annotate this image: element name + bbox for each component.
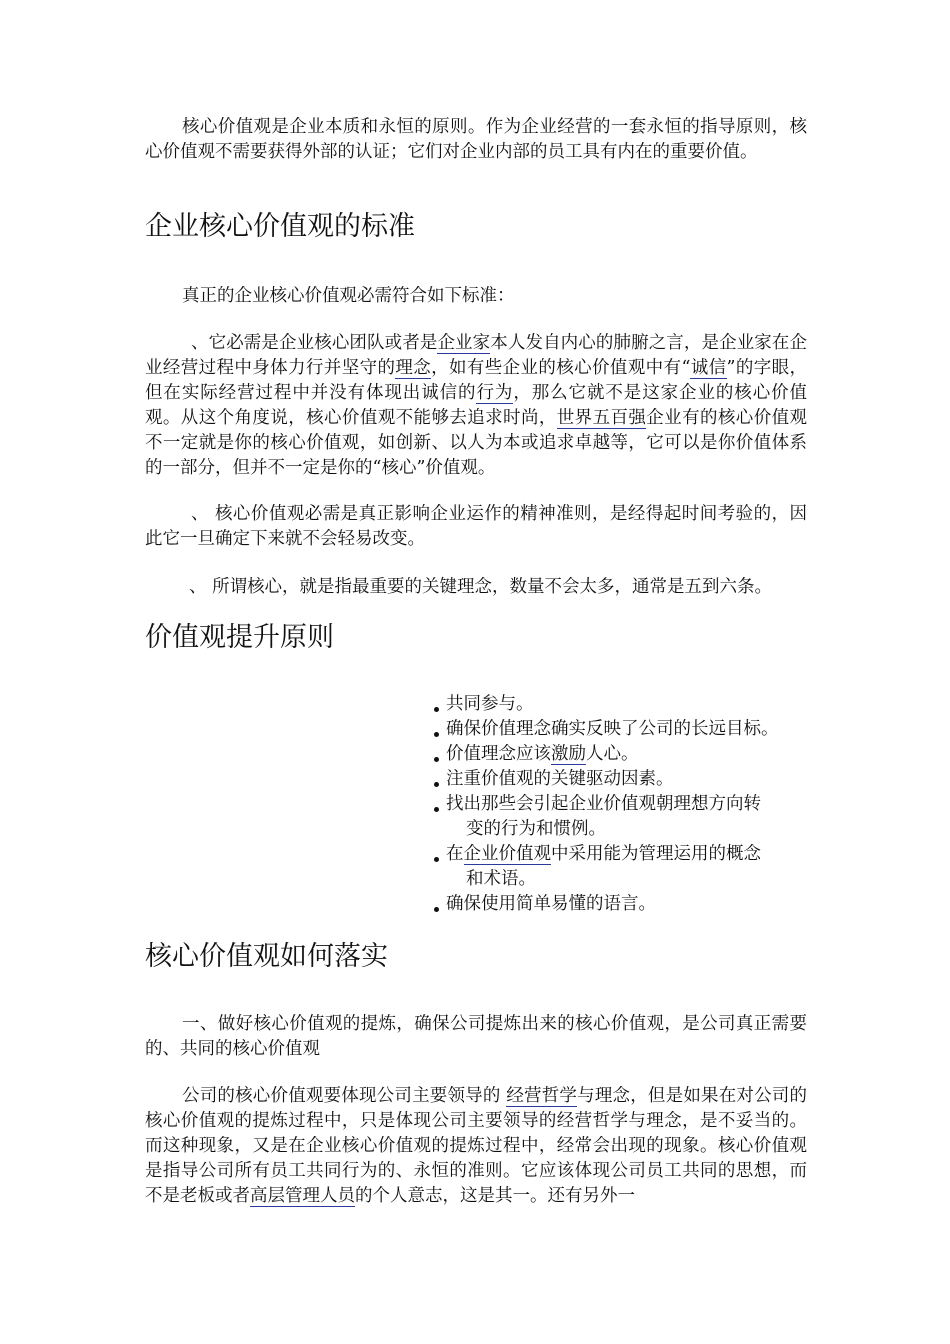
link-motivate[interactable]: 激励 bbox=[551, 744, 586, 764]
link-senior-management[interactable]: 高层管理人员 bbox=[250, 1186, 355, 1206]
intro-paragraph: 核心价值观是企业本质和永恒的原则。作为企业经营的一套永恒的指导原则，核心价值观不需要获得外部的认证；它们对企业内部的员工具有内在的重要价值。 bbox=[145, 117, 807, 162]
bullet-icon bbox=[434, 907, 439, 912]
principles-list bbox=[430, 692, 810, 917]
section-heading-implementation: 核心价值观如何落实 bbox=[145, 941, 388, 972]
bullet-icon bbox=[434, 857, 439, 862]
section-heading-principles: 价值观提升原则 bbox=[145, 622, 334, 653]
link-integrity[interactable]: 诚信 bbox=[690, 358, 727, 378]
list-item: 价值理念应该激励人心。 bbox=[430, 742, 810, 767]
bullet-icon bbox=[434, 807, 439, 812]
link-business-philosophy[interactable]: 经营哲学 bbox=[506, 1086, 578, 1106]
bullet-icon bbox=[434, 732, 439, 737]
bullet-icon bbox=[434, 707, 439, 712]
implementation-body: 公司的核心价值观要体现公司主要领导的 经营哲学与理念，但是如果在对公司的核心价值观的提炼过程中，只是体现公司主要领导的经营哲学与理念，是不妥当的。而这种现象，又是在企业核心价值观的提炼过程中，经常会出现的现象。核心价值观是指导公司所有员工共同行为的、永恒的准则。它应该体现公司员工共同的思想，而不是老板或者高层管理人员的个人意志，这是其一。还有另外一 bbox=[145, 1086, 808, 1206]
list-item: 确保价值理念确实反映了公司的长远目标。 bbox=[430, 717, 810, 742]
link-entrepreneur[interactable]: 企业家 bbox=[437, 333, 491, 353]
bullet-icon bbox=[434, 757, 439, 762]
link-fortune-500[interactable]: 世界五百强 bbox=[556, 408, 647, 428]
bullet-icon bbox=[434, 782, 439, 787]
standard-item-2: 、 核心价值观必需是真正影响企业运作的精神准则，是经得起时间考验的，因此它一旦确定下来就不会轻易改变。 bbox=[145, 504, 807, 549]
link-enterprise-values[interactable]: 企业价值观 bbox=[463, 844, 551, 864]
implementation-step-1: 一、做好核心价值观的提炼，确保公司提炼出来的核心价值观，是公司真正需要的、共同的核心价值观 bbox=[145, 1014, 807, 1059]
standard-item-1: 、它必需是企业核心团队或者是企业家本人发自内心的肺腑之言，是企业家在企业经营过程中身体力行并坚守的理念，如有些企业的核心价值观中有“诚信”的字眼，但在实际经营过程中并没有体现出诚信的行为，那么它就不是这家企业的核心价值观。从这个角度说，核心价值观不能够去追求时尚，世界五百强企业有的核心价值观不一定就是你的核心价值观，如创新、以人为本或追求卓越等，它可以是你价值体系的一部分，但并不一定是你的“核心”价值观。 bbox=[145, 333, 808, 478]
list-item: 注重价值观的关键驱动因素。 bbox=[430, 767, 810, 792]
link-behavior[interactable]: 行为 bbox=[476, 383, 514, 403]
list-item: 在企业价值观中采用能为管理运用的概念 和术语。 bbox=[430, 842, 810, 892]
list-item: 确保使用简单易懂的语言。 bbox=[430, 892, 810, 917]
list-item: 共同参与。 bbox=[430, 692, 810, 717]
section-heading-standards: 企业核心价值观的标准 bbox=[145, 211, 415, 242]
standard-item-3: 、 所谓核心，就是指最重要的关键理念，数量不会太多，通常是五到六条。 bbox=[189, 577, 773, 597]
list-item: 找出那些会引起企业价值观朝理想方向转 变的行为和惯例。 bbox=[430, 792, 810, 842]
standards-lead: 真正的企业核心价值观必需符合如下标准： bbox=[182, 286, 515, 306]
link-concept[interactable]: 理念 bbox=[395, 358, 432, 378]
